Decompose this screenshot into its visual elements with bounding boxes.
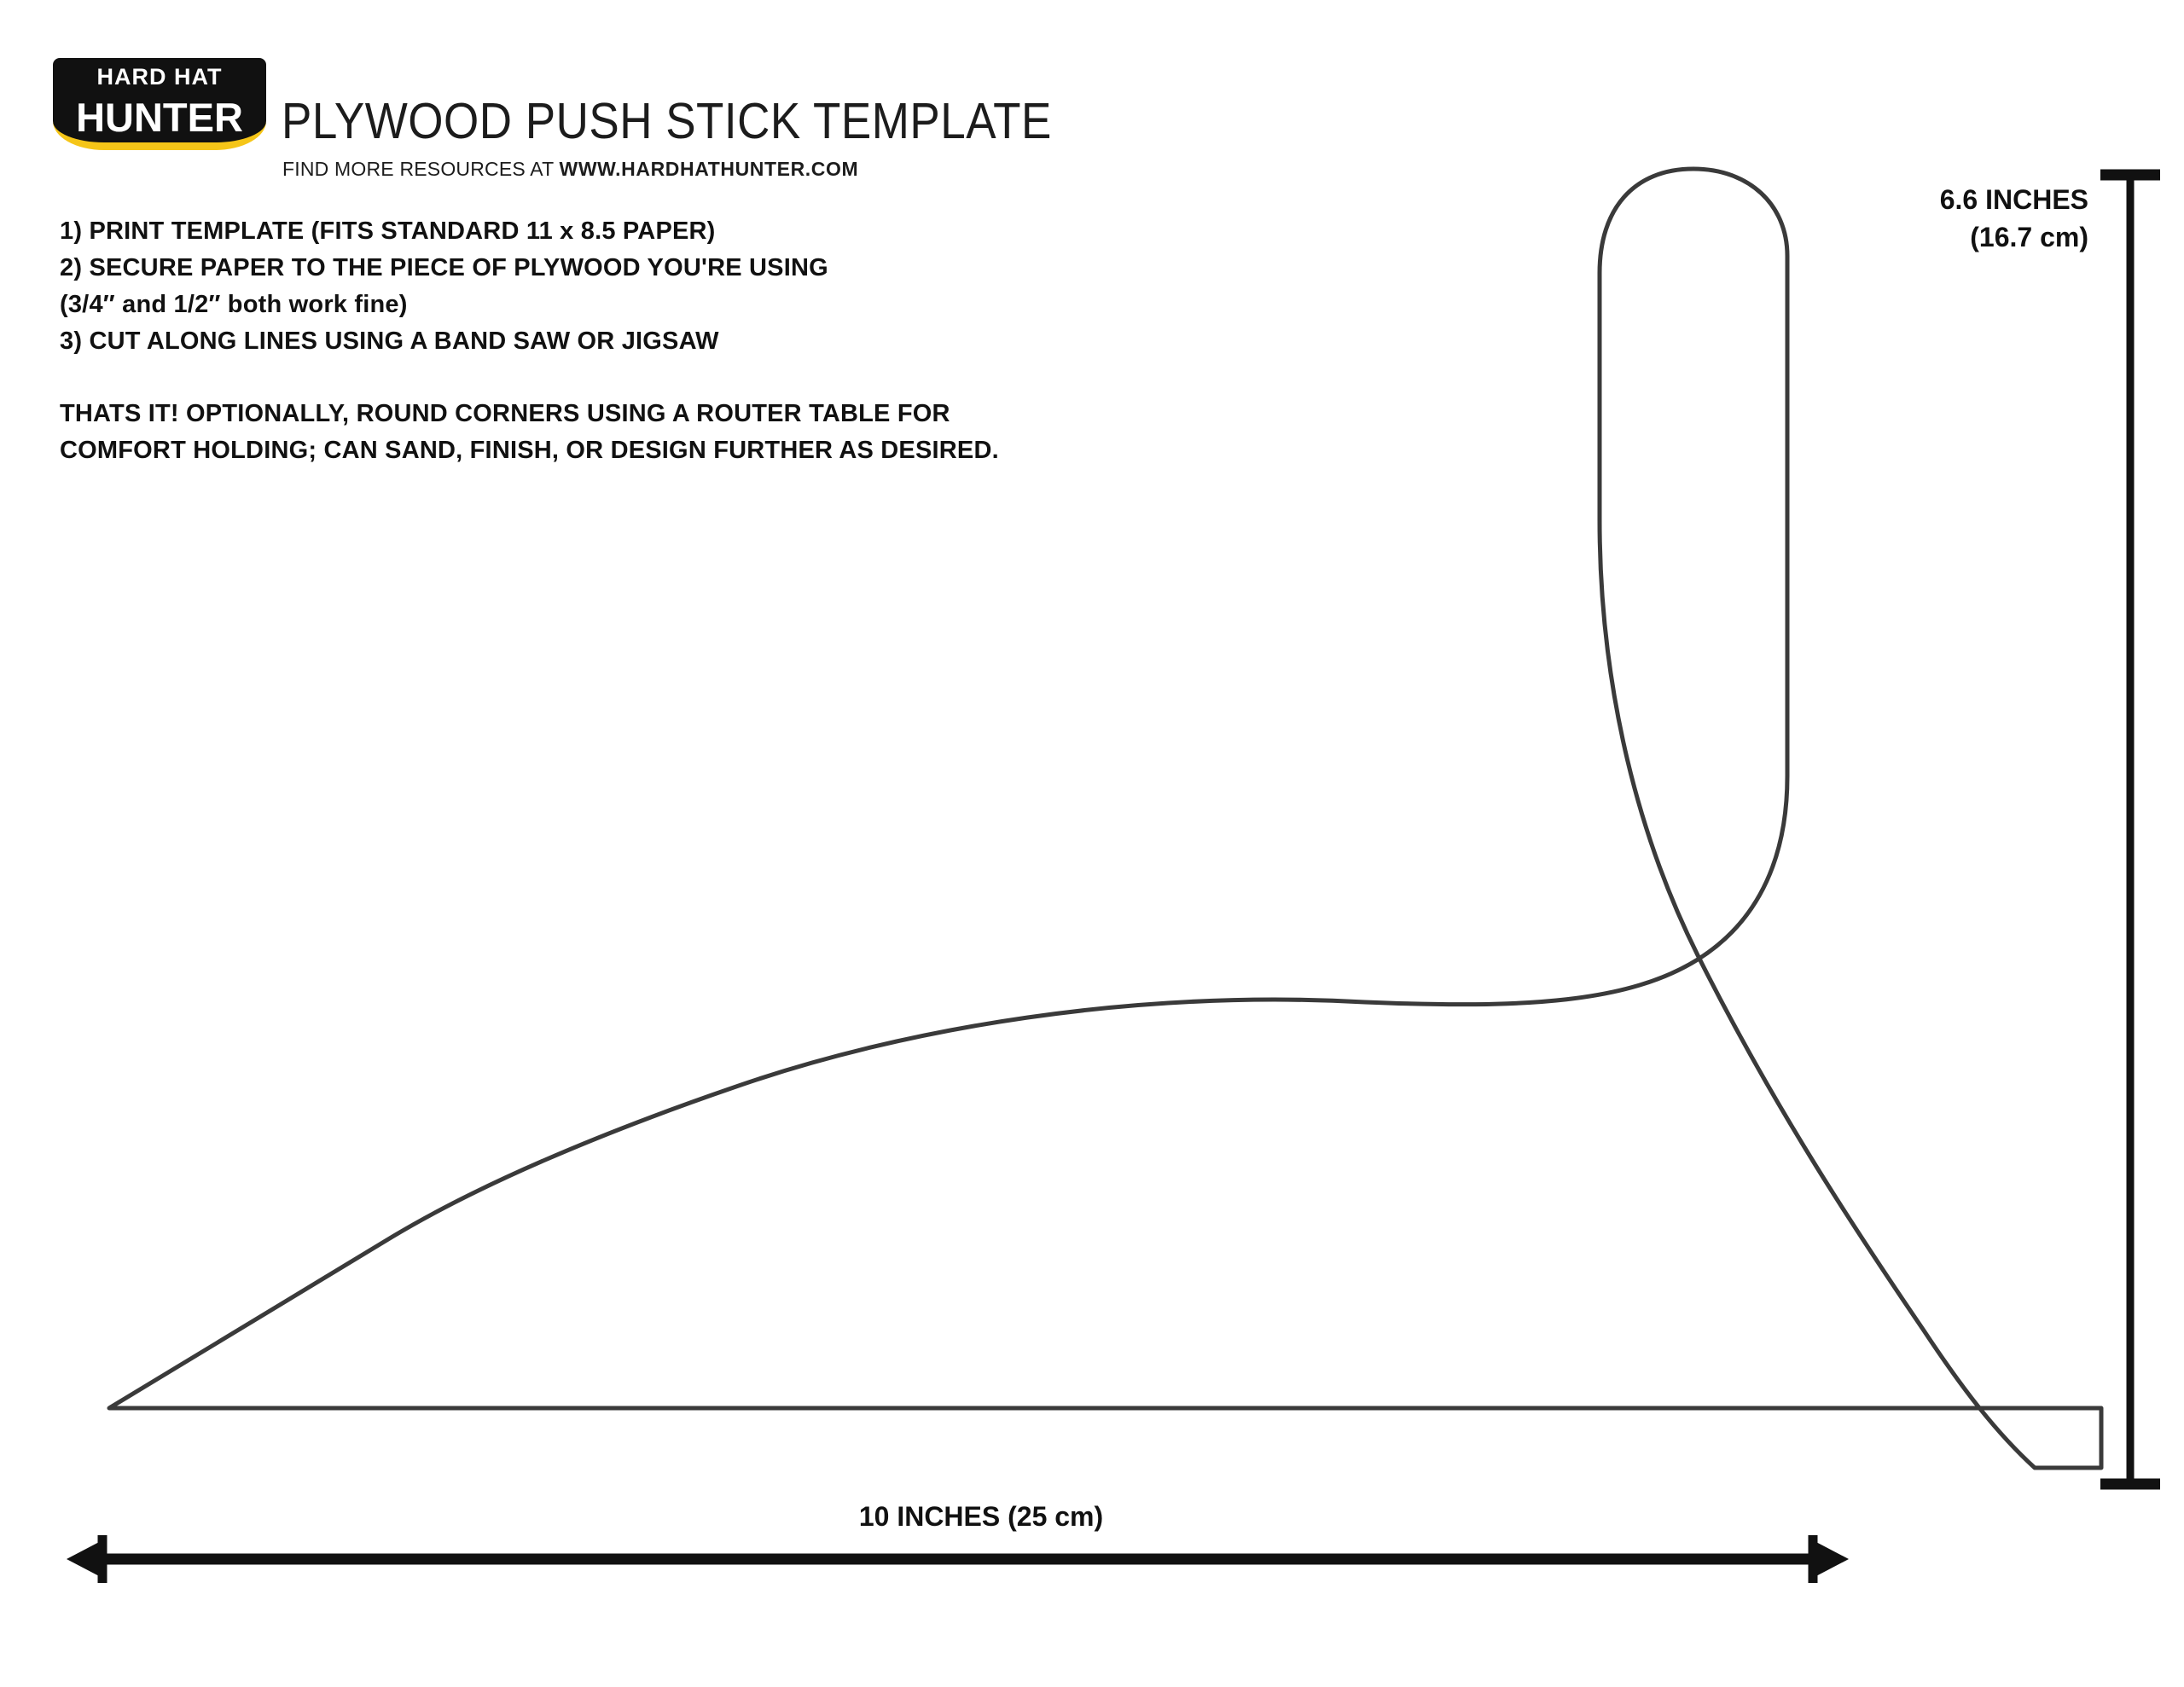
height-dimension-label xyxy=(1833,181,2088,256)
height-dimension xyxy=(2100,175,2160,1484)
page-title: PLYWOOD PUSH STICK TEMPLATE xyxy=(282,93,1052,150)
resources-subtitle xyxy=(282,158,858,181)
closing-line: COMFORT HOLDING; CAN SAND, FINISH, OR DESIGN FURTHER AS DESIRED. xyxy=(60,437,999,464)
width-dimension xyxy=(67,1535,1849,1583)
width-dimension-label: 10 INCHES (25 cm) xyxy=(858,1501,1104,1532)
instruction-line: 2) SECURE PAPER TO THE PIECE OF PLYWOOD YOU'RE USING xyxy=(60,254,828,281)
subtitle-prefix: FIND MORE RESOURCES AT xyxy=(282,158,560,180)
brand-logo xyxy=(53,58,266,152)
instruction-line: 1) PRINT TEMPLATE (FITS STANDARD 11 x 8.5 PAPER) xyxy=(60,217,716,245)
closing-line: THATS IT! OPTIONALLY, ROUND CORNERS USING A ROUTER TABLE FOR xyxy=(60,400,950,427)
paragraph-spacer xyxy=(60,360,1254,396)
instruction-line: (3/4″ and 1/2″ both work fine) xyxy=(60,291,408,318)
logo-bottom-text: HUNTER xyxy=(53,92,266,150)
logo-top-text: HARD HAT xyxy=(53,58,266,92)
instructions-block xyxy=(60,213,1254,469)
height-cm: (16.7 cm) xyxy=(1970,222,2088,252)
instruction-line: 3) CUT ALONG LINES USING A BAND SAW OR JIGSAW xyxy=(60,328,719,355)
subtitle-url: WWW.HARDHATHUNTER.COM xyxy=(559,158,859,180)
height-inches: 6.6 INCHES xyxy=(1939,184,2088,215)
